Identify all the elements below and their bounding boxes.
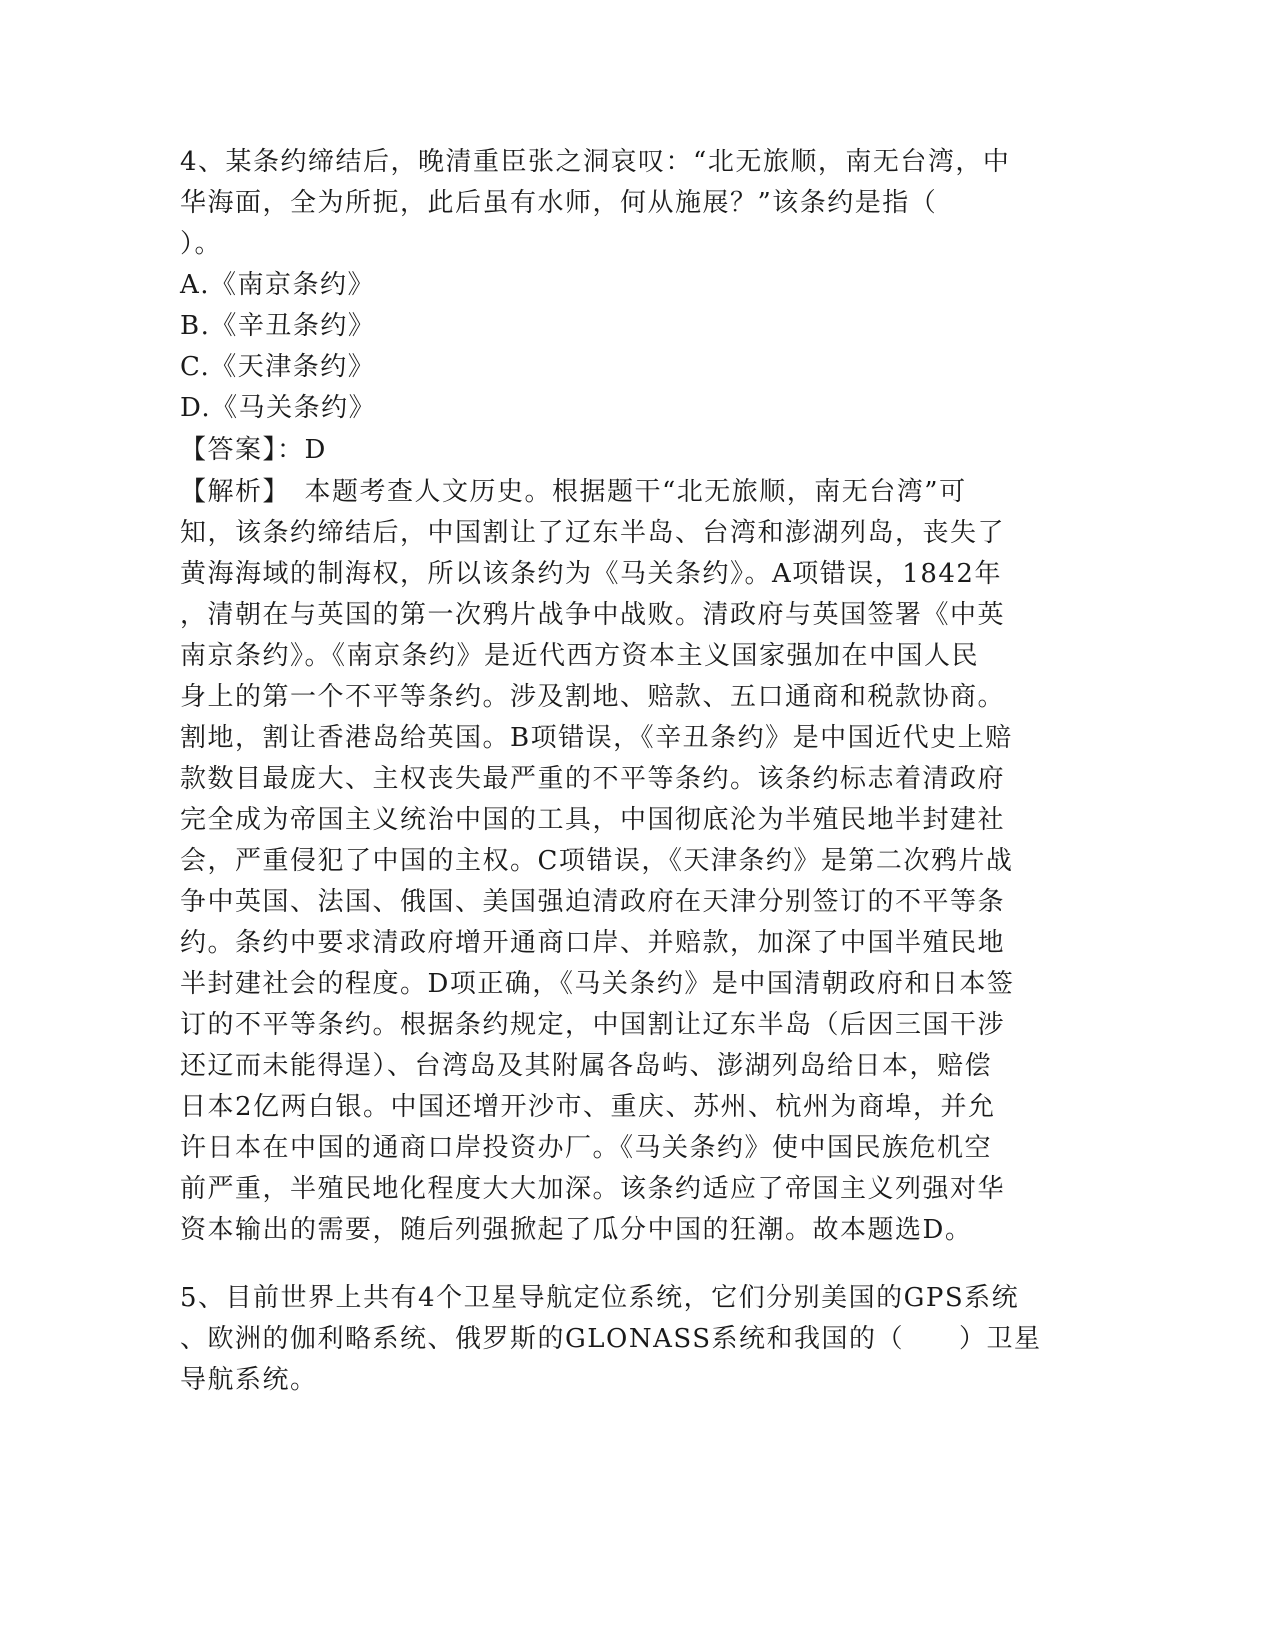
analysis-line: 约。条约中要求清政府增开通商口岸、并赔款，加深了中国半殖民地	[180, 928, 1006, 958]
option-c: C.《天津条约》	[180, 352, 376, 382]
question-stem-line: 、欧洲的伽利略系统、俄罗斯的GLONASS系统和我国的（ ）卫星	[180, 1324, 1042, 1354]
analysis-line: 资本输出的需要，随后列强掀起了瓜分中国的狂潮。故本题选D。	[180, 1215, 973, 1245]
analysis-line: 知，该条约缔结后，中国割让了辽东半岛、台湾和澎湖列岛，丧失了	[180, 518, 1006, 548]
analysis-line: 款数目最庞大、主权丧失最严重的不平等条约。该条约标志着清政府	[180, 764, 1006, 794]
analysis-line: ，清朝在与英国的第一次鸦片战争中战败。清政府与英国签署《中英	[180, 600, 1006, 630]
option-a: A.《南京条约》	[180, 270, 376, 300]
analysis-line: 许日本在中国的通商口岸投资办厂。《马关条约》使中国民族危机空	[180, 1133, 993, 1163]
answer-line: 【答案】：D	[180, 435, 327, 465]
analysis-line: 完全成为帝国主义统治中国的工具，中国彻底沦为半殖民地半封建社	[180, 805, 1006, 835]
analysis-line: 【解析】 本题考查人文历史。根据题干“北无旅顺，南无台湾”可	[180, 477, 967, 507]
analysis-line: 割地，割让香港岛给英国。B项错误，《辛丑条约》是中国近代史上赔	[180, 723, 1013, 753]
analysis-line: 争中英国、法国、俄国、美国强迫清政府在天津分别签订的不平等条	[180, 887, 1006, 917]
question-stem-line: 4、某条约缔结后，晚清重臣张之洞哀叹：“北无旅顺，南无台湾，中	[180, 147, 1011, 177]
question-stem-line: 华海面，全为所扼，此后虽有水师，何从施展？”该条约是指（	[180, 188, 938, 218]
question-stem-line: 5、目前世界上共有4个卫星导航定位系统，它们分别美国的GPS系统	[180, 1283, 1020, 1313]
analysis-line: 还辽而未能得逞）、台湾岛及其附属各岛屿、澎湖列岛给日本，赔偿	[180, 1051, 993, 1081]
option-d: D.《马关条约》	[180, 393, 377, 423]
analysis-line: 会，严重侵犯了中国的主权。C项错误，《天津条约》是第二次鸦片战	[180, 846, 1014, 876]
analysis-line: 前严重，半殖民地化程度大大加深。该条约适应了帝国主义列强对华	[180, 1174, 1006, 1204]
question-stem-line: 导航系统。	[180, 1365, 318, 1395]
analysis-line: 南京条约》。《南京条约》是近代西方资本主义国家强加在中国人民	[180, 641, 980, 671]
analysis-line: 黄海海域的制海权，所以该条约为《马关条约》。A项错误，1842年	[180, 559, 1002, 589]
analysis-line: 半封建社会的程度。D项正确，《马关条约》是中国清朝政府和日本签	[180, 969, 1015, 999]
question-stem-line: ）。	[180, 229, 223, 259]
analysis-line: 日本2亿两白银。中国还增开沙市、重庆、苏州、杭州为商埠，并允	[180, 1092, 996, 1122]
analysis-line: 订的不平等条约。根据条约规定，中国割让辽东半岛（后因三国干涉	[180, 1010, 1006, 1040]
option-b: B.《辛丑条约》	[180, 311, 376, 341]
analysis-line: 身上的第一个不平等条约。涉及割地、赔款、五口通商和税款协商。	[180, 682, 1006, 712]
